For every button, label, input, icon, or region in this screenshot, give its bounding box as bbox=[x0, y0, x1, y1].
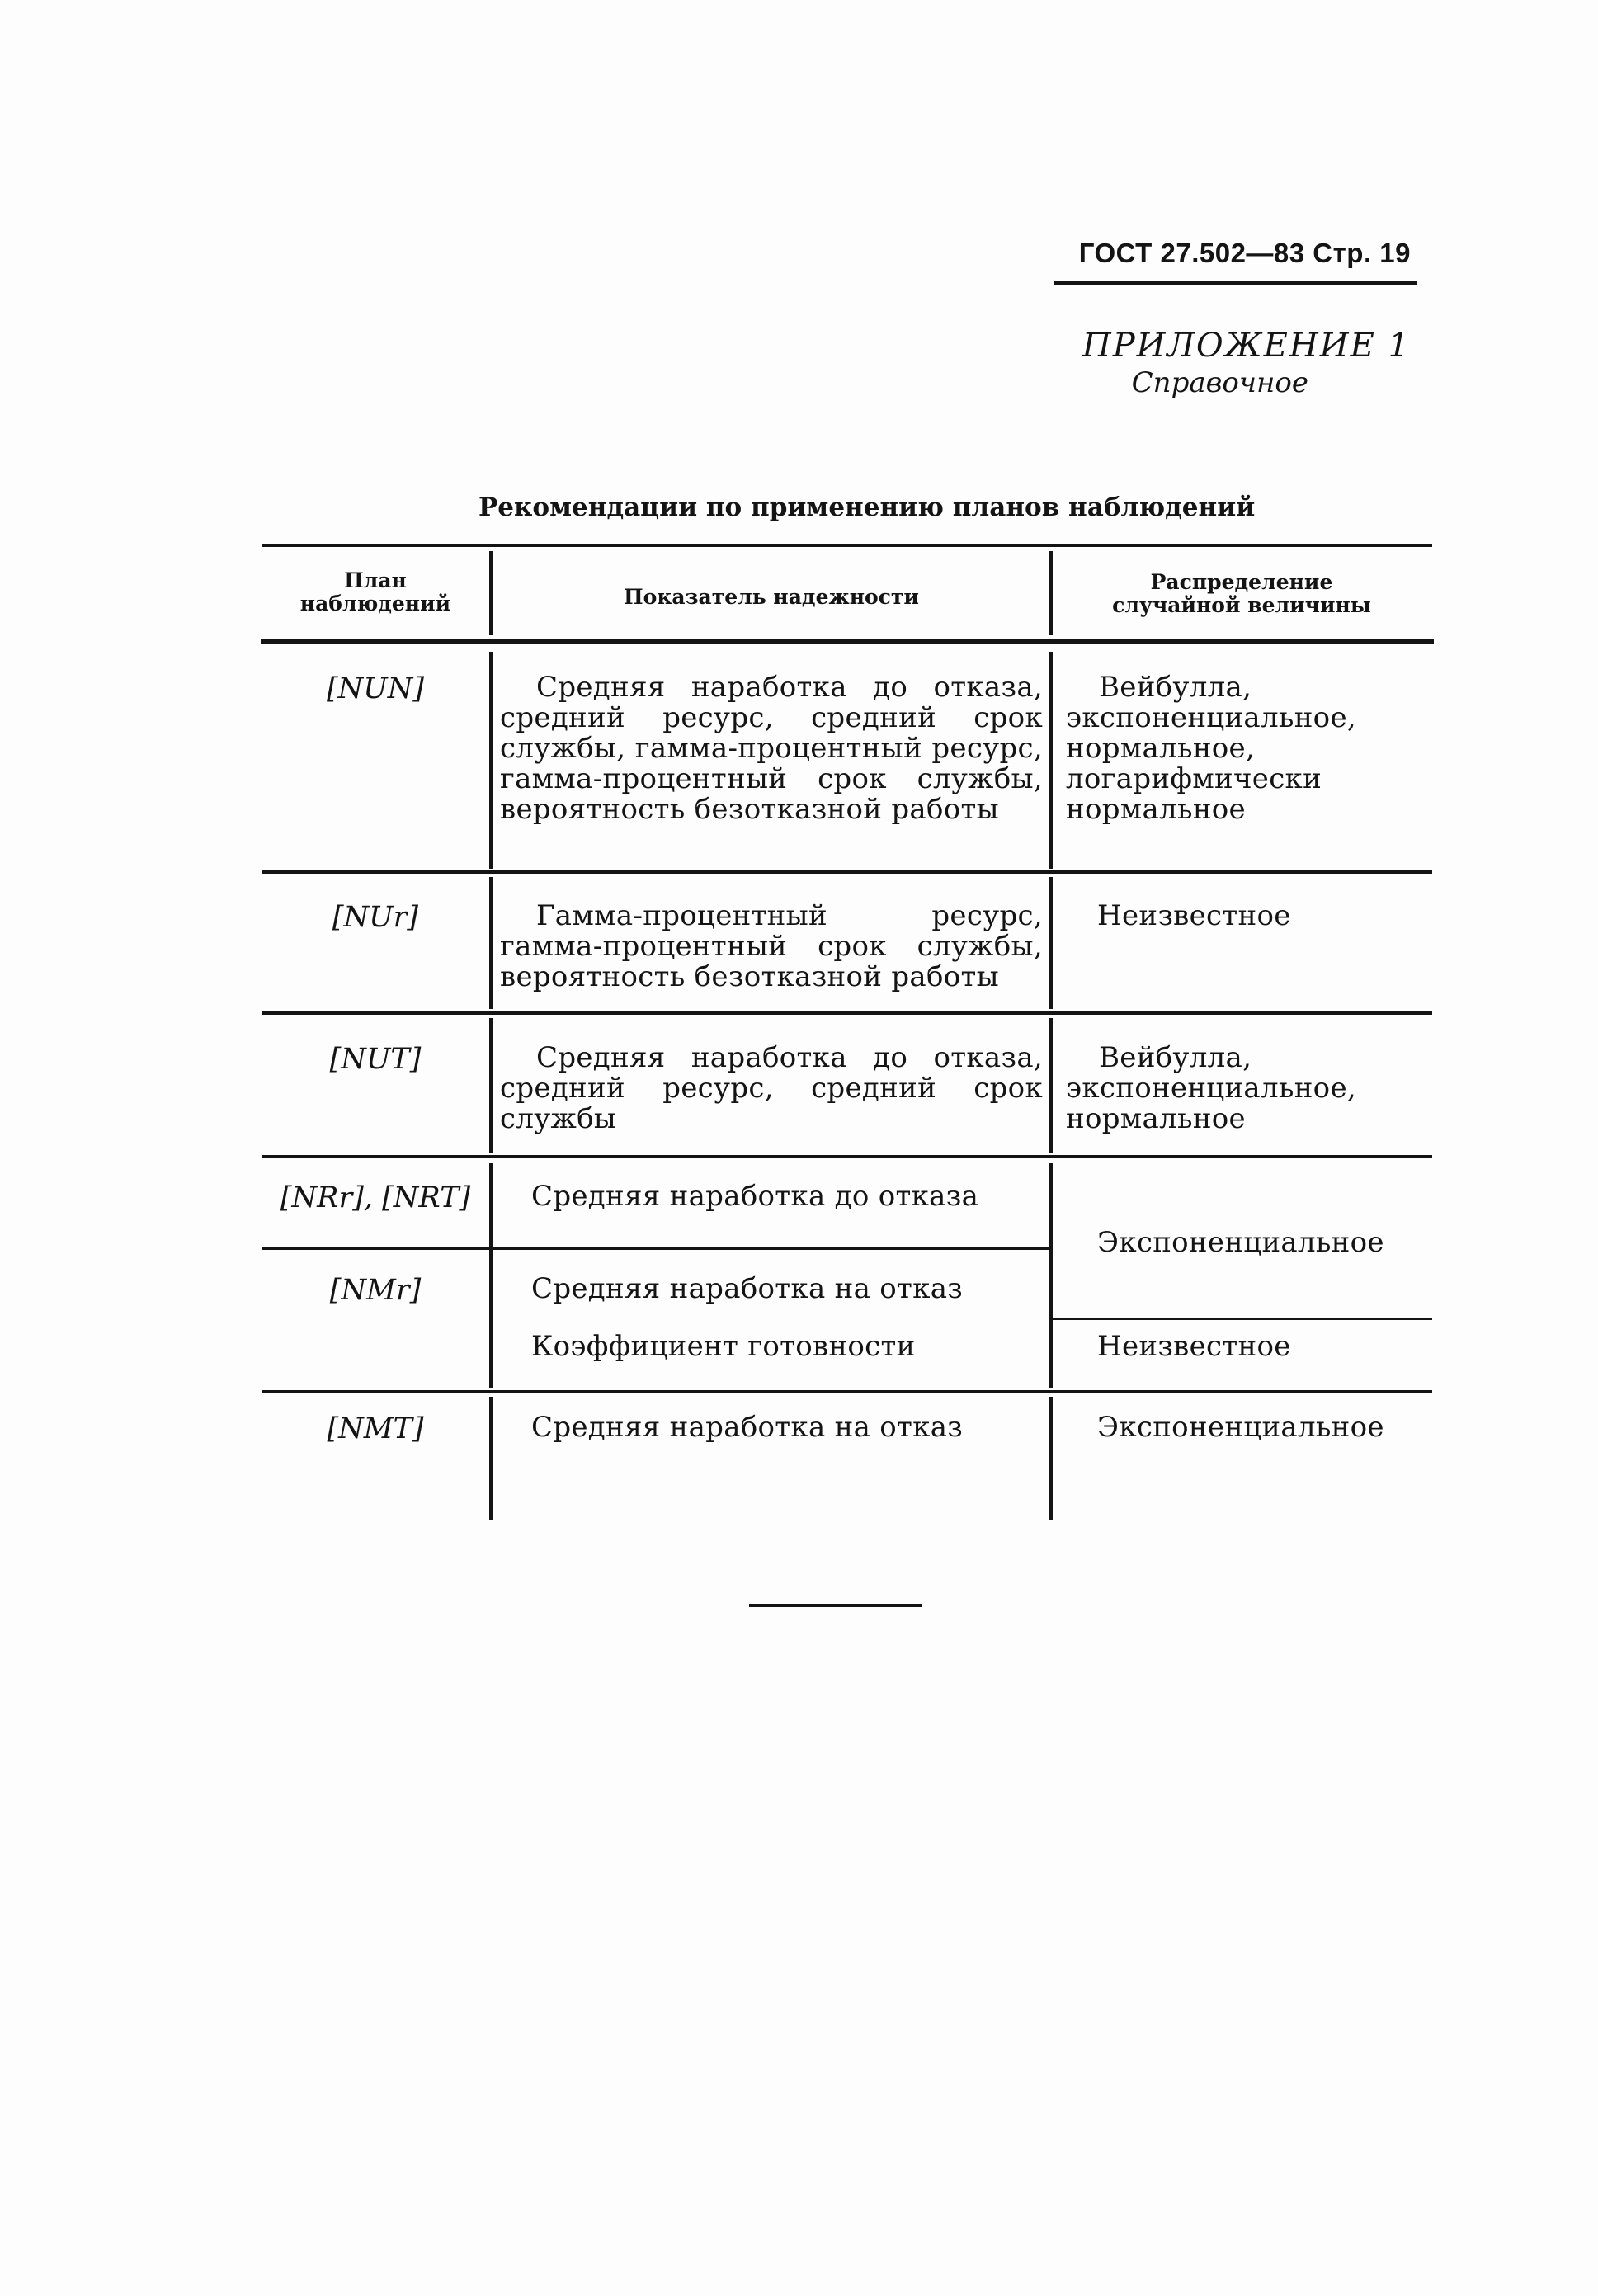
column-divider bbox=[489, 652, 493, 869]
column-divider bbox=[489, 1018, 493, 1153]
plan-cell: [NUN] bbox=[326, 672, 425, 705]
appendix-title: ПРИЛОЖЕНИЕ 1 bbox=[1082, 327, 1411, 365]
row-rule bbox=[262, 1247, 1051, 1250]
column-divider bbox=[489, 877, 493, 1009]
distribution-cell: Вейбулла, экспоненциальное, нормальное, логарифмически нормальное bbox=[1066, 671, 1356, 826]
header-plan: План наблюдений bbox=[299, 568, 451, 615]
column-divider bbox=[489, 551, 493, 635]
row-rule bbox=[262, 870, 1432, 874]
distribution-cell: Неизвестное bbox=[1097, 899, 1291, 932]
column-divider bbox=[1049, 877, 1053, 1009]
appendix-subtitle: Справочное bbox=[1131, 366, 1308, 399]
indicator-cell: Средняя наработка до отказа, средний ресурс, средний срок службы bbox=[500, 1041, 1043, 1135]
plan-cell: [NRr], [NRT] bbox=[280, 1181, 471, 1214]
indicator-cell: Средняя наработка на отказ bbox=[531, 1272, 964, 1305]
header-distribution: Распределение случайной величины bbox=[1112, 570, 1371, 617]
column-divider bbox=[1049, 1163, 1053, 1388]
plan-cell: [NMr] bbox=[329, 1274, 422, 1307]
row-rule bbox=[262, 1155, 1432, 1158]
column-divider bbox=[1049, 551, 1053, 635]
distribution-cell: Вейбулла, экспоненциальное, нормальное bbox=[1066, 1041, 1356, 1135]
page-header: ГОСТ 27.502—83 Стр. 19 bbox=[1078, 238, 1411, 268]
distribution-cell: Экспоненциальное bbox=[1097, 1226, 1384, 1259]
table-top-rule bbox=[262, 544, 1432, 547]
column-divider bbox=[1049, 1018, 1053, 1153]
row-rule bbox=[262, 1390, 1432, 1393]
plan-cell: [NUT] bbox=[329, 1043, 422, 1076]
header-indicator: Показатель надежности bbox=[624, 585, 919, 609]
distribution-cell: Экспоненциальное bbox=[1097, 1411, 1384, 1444]
plan-cell: [NMT] bbox=[327, 1412, 424, 1445]
row-rule bbox=[262, 1011, 1432, 1015]
indicator-cell: Коэффициент готовности bbox=[531, 1330, 916, 1363]
indicator-cell: Средняя наработка на отказ bbox=[531, 1411, 964, 1444]
indicator-cell: Гамма-процентный ресурс, гамма-процентный срок службы, вероятность безотказной работы bbox=[500, 899, 1043, 993]
plan-cell: [NUr] bbox=[332, 901, 419, 934]
indicator-cell: Средняя наработка до отказа, средний ресурс, средний срок службы, гамма-процентный ресурс, гамма-процентный срок службы, вероятность безотказной работы bbox=[500, 671, 1043, 826]
column-divider bbox=[1049, 1397, 1053, 1520]
header-bottom-rule bbox=[261, 639, 1434, 644]
row-rule bbox=[1053, 1318, 1432, 1320]
column-divider bbox=[1049, 652, 1053, 869]
end-rule bbox=[749, 1604, 922, 1607]
table-title: Рекомендации по применению планов наблюдений bbox=[478, 493, 1256, 522]
column-divider bbox=[489, 1163, 493, 1388]
distribution-cell: Неизвестное bbox=[1097, 1330, 1291, 1363]
column-divider bbox=[489, 1397, 493, 1520]
header-rule bbox=[1054, 281, 1417, 285]
indicator-cell: Средняя наработка до отказа bbox=[531, 1180, 979, 1213]
